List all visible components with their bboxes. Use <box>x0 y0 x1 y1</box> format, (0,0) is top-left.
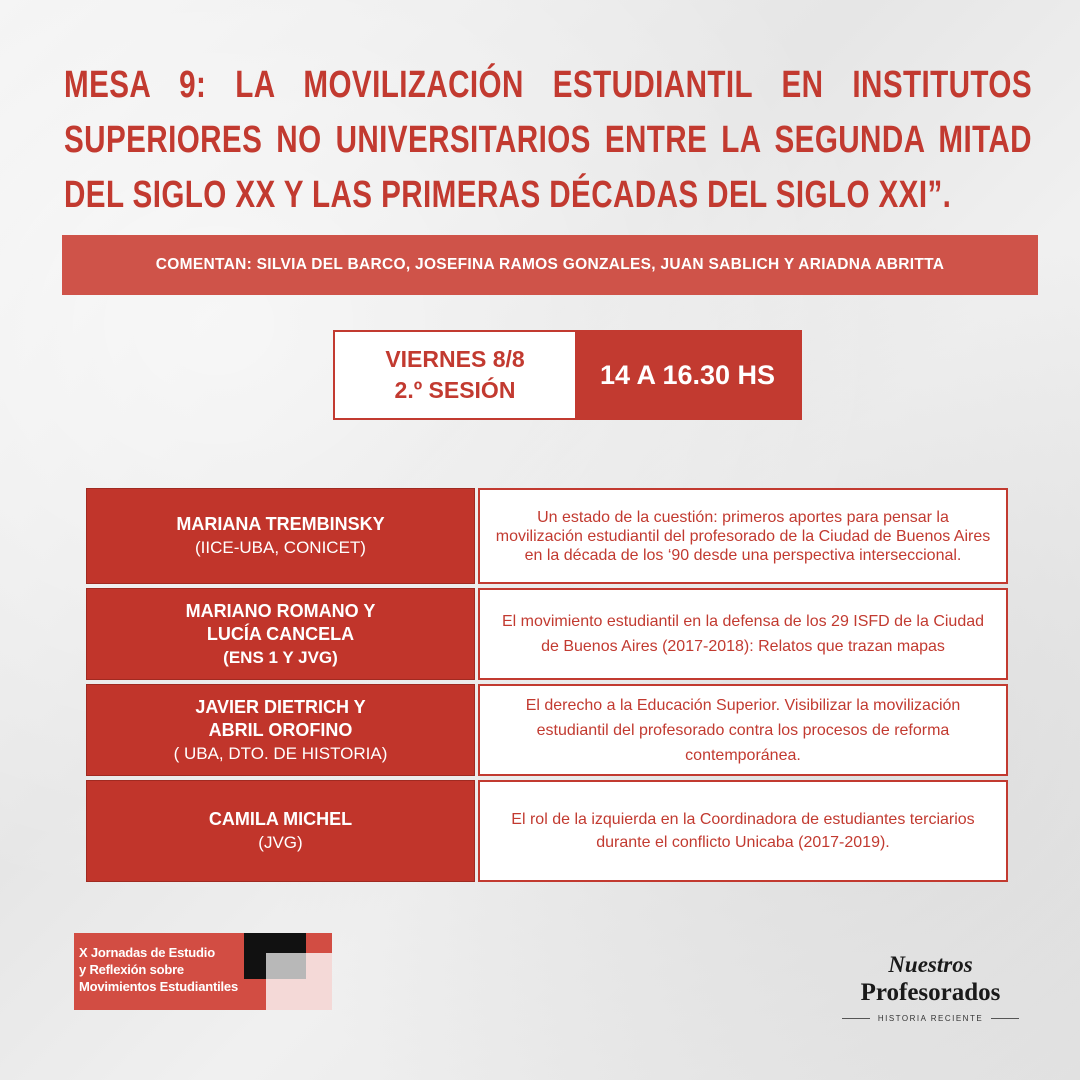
divider <box>842 1018 870 1019</box>
presenter-affiliation: (JVG) <box>258 833 303 852</box>
jornadas-logo <box>74 933 332 1010</box>
session-box <box>333 330 802 420</box>
presenter-cell <box>86 684 475 776</box>
logo-block-grey <box>266 953 306 979</box>
presenter-name: CAMILA MICHEL <box>208 809 353 829</box>
page-title: MESA 9: LA MOVILIZACIÓN ESTUDIANTIL EN INSTITUTOS SUPERIORES NO UNIVERSITARIOS ENTRE LA SEGUNDA MITAD DEL SIGLO XX Y LAS PRIMERAS DÉCADAS DEL SIGLO XXI”. <box>64 64 1032 216</box>
presenter-cell <box>86 488 475 584</box>
jornadas-logo-text: X Jornadas de Estudio y Reflexión sobre Movimientos Estudiantiles <box>79 945 238 994</box>
talk-title: El rol de la izquierda en la Coordinadora de estudiantes terciarios durante el conflicto Unicaba (2017-2019). <box>478 780 1008 882</box>
divider <box>991 1018 1019 1019</box>
session-time: 14 A 16.30 HS <box>575 332 800 418</box>
table-row <box>86 588 1008 680</box>
presenter-affiliation: (ENS 1 Y JVG) <box>223 647 338 667</box>
presenter-cell <box>86 588 475 680</box>
presenter-affiliation: (IICE-UBA, CONICET) <box>195 538 366 557</box>
table-row <box>86 780 1008 882</box>
commentators-banner: COMENTAN: SILVIA DEL BARCO, JOSEFINA RAMOS GONZALES, JUAN SABLICH Y ARIADNA ABRITTA <box>62 235 1038 295</box>
presentations-table <box>86 488 1008 886</box>
nuestros-profesorados-logo <box>838 952 1023 1032</box>
presenter-cell <box>86 780 475 882</box>
table-row <box>86 488 1008 584</box>
presenter-name: LUCÍA CANCELA <box>206 623 355 644</box>
presenter-name: JAVIER DIETRICH Y <box>195 696 366 717</box>
logo-line-2: Profesorados <box>860 979 1001 1006</box>
logo-tagline: HISTORIA RECIENTE <box>838 1014 1023 1023</box>
presenter-name: MARIANA TREMBINSKY <box>176 514 385 534</box>
logo-line-1: Nuestros <box>888 952 973 977</box>
table-row <box>86 684 1008 776</box>
session-date <box>335 332 575 418</box>
session-number: 2.º SESIÓN <box>394 377 516 403</box>
talk-title: El derecho a la Educación Superior. Visibilizar la movilización estudiantil del profesorado contra los procesos de reforma contemporánea. <box>478 684 1008 776</box>
presenter-affiliation: ( UBA, DTO. DE HISTORIA) <box>173 743 388 763</box>
talk-title: Un estado de la cuestión: primeros aportes para pensar la movilización estudiantil del profesorado de la Ciudad de Buenos Aires en la década de los ‘90 desde una perspectiva interseccional. <box>478 488 1008 584</box>
talk-title: El movimiento estudiantil en la defensa de los 29 ISFD de la Ciudad de Buenos Aires (2017-2018): Relatos que trazan mapas <box>478 588 1008 680</box>
presenter-name: MARIANO ROMANO Y <box>185 600 376 621</box>
session-day: VIERNES 8/8 <box>385 346 525 372</box>
presenter-name: ABRIL OROFINO <box>208 719 353 740</box>
